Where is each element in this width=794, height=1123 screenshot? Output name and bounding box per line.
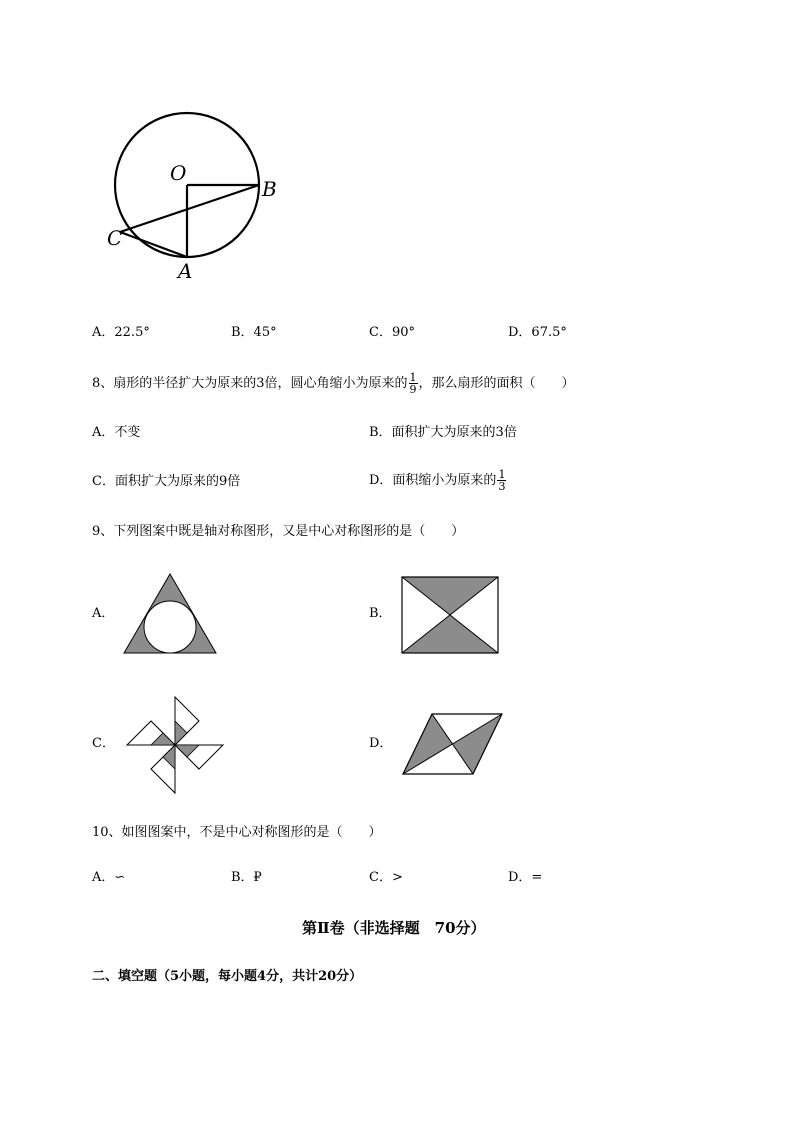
label-O: O — [170, 161, 187, 185]
q8-option-d-text: D．面积缩小为原来的 — [369, 473, 497, 488]
segment-CA — [120, 232, 187, 257]
inscribed-circle — [144, 601, 196, 653]
q8-option-d — [369, 469, 507, 492]
bottom-triangle — [402, 615, 498, 653]
q10-stem: 10、如图图案中，不是中心对称图形的是（ ） — [92, 825, 382, 840]
top-triangle — [402, 577, 498, 615]
section-heading: 二、填空题（5小题，每小题4分，共计20分） — [92, 969, 363, 984]
q10-option-d: D．= — [508, 870, 543, 885]
q8-option-a: A．不变 — [92, 425, 141, 440]
label-C: C — [107, 226, 123, 250]
q10-option-b: B．₽ — [231, 870, 262, 885]
label-B: B — [262, 177, 277, 201]
q9-label-d: D． — [369, 736, 393, 751]
q8-stem-tail: ，那么扇形的面积（ ） — [418, 376, 575, 391]
q9-label-a: A． — [92, 606, 115, 621]
q8-frac-num: 1 — [409, 371, 417, 384]
q8-stem-text: 8、扇形的半径扩大为原来的3倍，圆心角缩小为原来的 — [92, 376, 408, 391]
parallelogram-figure — [400, 710, 506, 778]
q8-option-c: C．面积扩大为原来的9倍 — [92, 474, 241, 489]
q7-option-b: B．45° — [231, 325, 277, 340]
segment-CB — [120, 185, 259, 232]
q10-option-c: C．> — [369, 870, 403, 885]
q8-optd-fraction — [497, 469, 506, 492]
q9-label-b: B． — [369, 606, 392, 621]
q9-label-c: C． — [92, 736, 115, 751]
q9-stem: 9、下列图案中既是轴对称图形，又是中心对称图形的是（ ） — [92, 524, 465, 539]
part2-title: 第Ⅱ卷（非选择题 70分） — [302, 919, 486, 937]
q7-option-c: C．90° — [369, 325, 415, 340]
q8-option-b: B．面积扩大为原来的3倍 — [369, 425, 517, 440]
q8-frac-den: 9 — [409, 383, 417, 396]
circle-figure — [100, 105, 300, 285]
q7-option-a: A．22.5° — [92, 325, 150, 340]
q10-option-a: A．∽ — [92, 870, 126, 885]
pinwheel-figure — [123, 693, 227, 797]
rectangle-figure — [400, 575, 500, 655]
q8-optd-frac-den: 3 — [498, 480, 506, 493]
q8-fraction — [409, 372, 418, 395]
q8-optd-frac-num: 1 — [498, 468, 506, 481]
label-A: A — [178, 259, 193, 283]
triangle-circle-figure — [120, 570, 220, 658]
q8-stem — [92, 372, 575, 395]
q7-option-d: D．67.5° — [508, 325, 567, 340]
